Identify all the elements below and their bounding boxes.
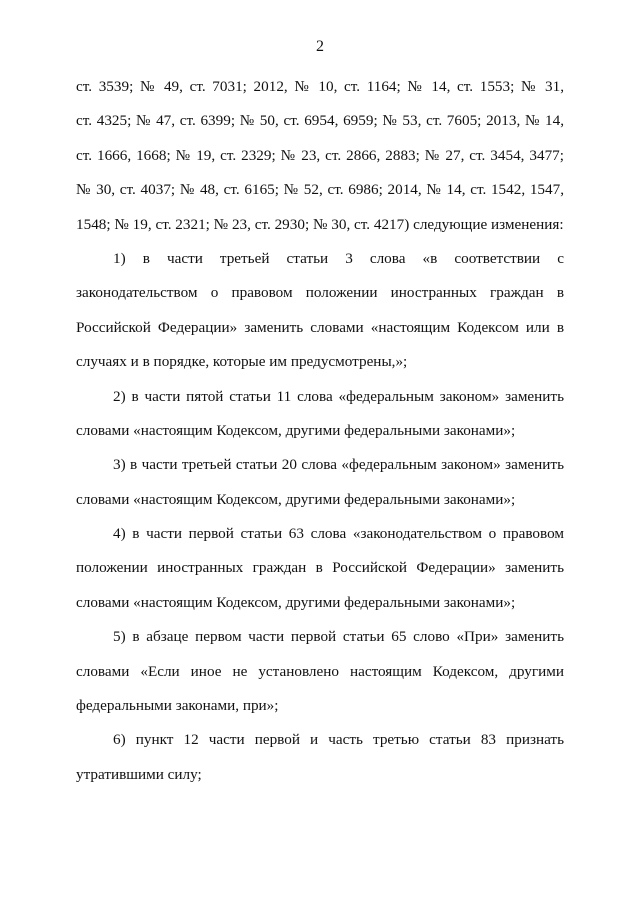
amendment-item-5 bbox=[76, 620, 564, 723]
amendment-item-4 bbox=[76, 517, 564, 620]
text-line: № 30, ст. 4037; № 48, ст. 6165; № 52, ст. 6986; 2014, № 14, ст. 1542, 1547, bbox=[76, 181, 564, 199]
text-line: 4) в части первой статьи 63 слова «законодательством о правовом bbox=[113, 525, 564, 543]
text-line: 2) в части пятой статьи 11 слова «федеральным законом» заменить bbox=[113, 387, 564, 405]
text-line: 1) в части третьей статьи 3 слова «в соответствии с bbox=[113, 249, 564, 267]
amendment-item-2 bbox=[76, 380, 564, 449]
text-line: утратившими силу; bbox=[76, 765, 202, 783]
text-line: 3) в части третьей статьи 20 слова «федеральным законом» заменить bbox=[113, 456, 564, 474]
text-line: 5) в абзаце первом части первой статьи 65 слово «При» заменить bbox=[113, 628, 564, 646]
text-line: 1548; № 19, ст. 2321; № 23, ст. 2930; № 30, ст. 4217) следующие изменения: bbox=[76, 215, 564, 233]
text-line: случаях и в порядке, которые им предусмотрены,»; bbox=[76, 353, 408, 371]
text-line: ст. 4325; № 47, ст. 6399; № 50, ст. 6954, 6959; № 53, ст. 7605; 2013, № 14, bbox=[76, 112, 564, 130]
text-line: словами «настоящим Кодексом, другими федеральными законами»; bbox=[76, 490, 516, 508]
text-line: ст. 3539; № 49, ст. 7031; 2012, № 10, ст. 1164; № 14, ст. 1553; № 31, bbox=[76, 78, 564, 95]
text-line: словами «настоящим Кодексом, другими федеральными законами»; bbox=[76, 421, 516, 439]
text-line: Российской Федерации» заменить словами «настоящим Кодексом или в bbox=[76, 318, 564, 336]
text-line: 6) пункт 12 части первой и часть третью статьи 83 признать bbox=[113, 731, 564, 749]
intro-paragraph bbox=[76, 70, 564, 242]
amendment-item-3 bbox=[76, 448, 564, 517]
text-line: федеральными законами, при»; bbox=[76, 697, 279, 715]
text-line: законодательством о правовом положении иностранных граждан в bbox=[76, 284, 564, 302]
page-number: 2 bbox=[316, 38, 324, 55]
text-line: ст. 1666, 1668; № 19, ст. 2329; № 23, ст. 2866, 2883; № 27, ст. 3454, 3477; bbox=[76, 146, 564, 164]
text-line: словами «Если иное не установлено настоящим Кодексом, другими bbox=[76, 662, 564, 680]
text-line: словами «настоящим Кодексом, другими федеральными законами»; bbox=[76, 593, 516, 611]
amendment-item-1 bbox=[76, 242, 564, 380]
amendment-item-6 bbox=[76, 723, 564, 792]
document-body bbox=[76, 70, 564, 792]
text-line: положении иностранных граждан в Российской Федерации» заменить bbox=[76, 559, 564, 577]
